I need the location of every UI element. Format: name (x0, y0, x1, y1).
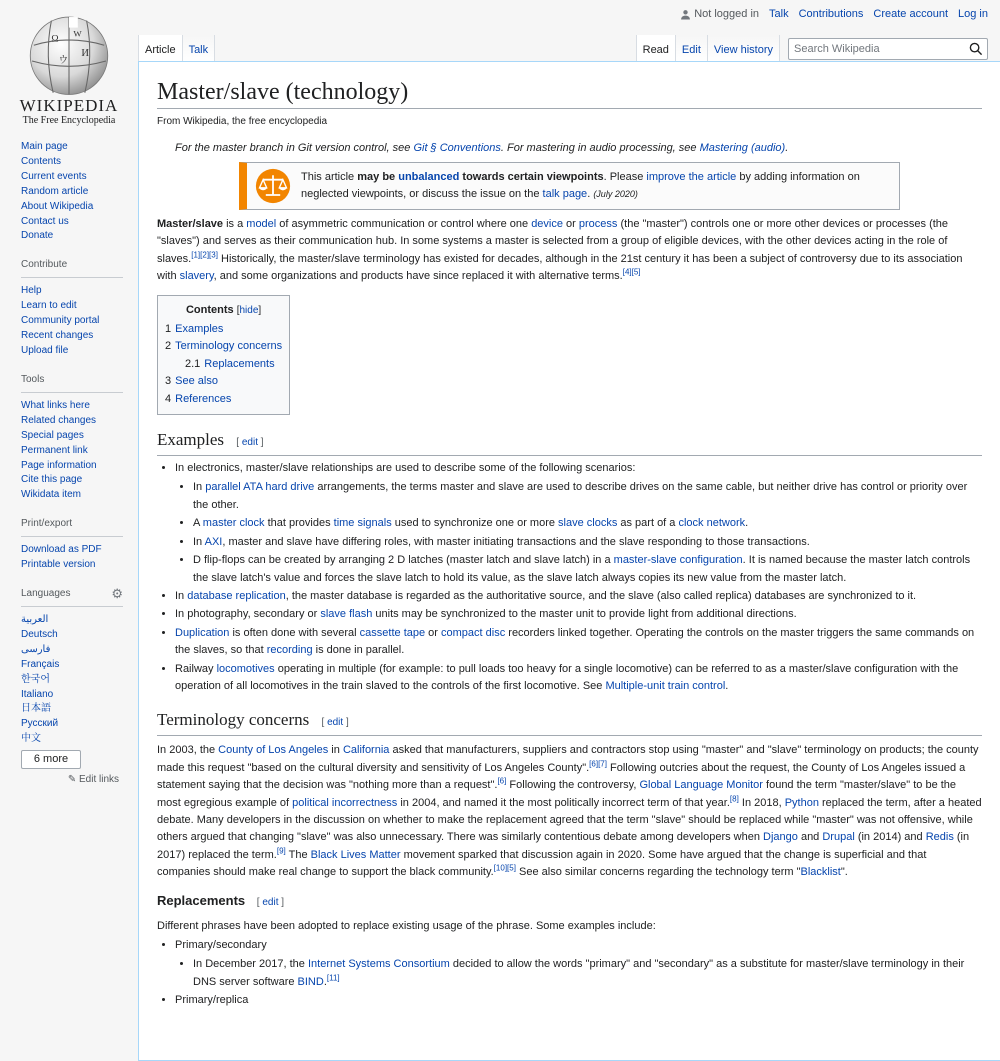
print-heading: Print/export (21, 515, 123, 537)
device-link[interactable]: device (531, 218, 563, 230)
tab-talk[interactable]: Talk (183, 35, 216, 61)
talk-link[interactable]: Talk (769, 8, 789, 20)
sidebar-item-wikidata-item[interactable]: Wikidata item (21, 489, 82, 501)
edit-section-link[interactable]: edit (262, 896, 279, 908)
terminology-paragraph: In 2003, the County of Los Angeles in California asked that manufacturers, suppliers and contractors stop using "master" and "slave" terminology on products; the county made this request "based on the cultural diversity and sensitivity of Los Angeles County".[6][7] Following outcries about the request, the County of Los Angeles issued a statement saying that the decision was "nothing more than a request".[6] Following the controversy, Global Language Monitor found the term "master/slave" to be the most egregious example of political incorrectness in 2004, and named it the most politically incorrect term of that year.[8] In 2018, Python replaced the term, after a heated debate. Many developers in the discussion on whether to make the replacement agreed that the term "slave" should be replaced while "master" was not offensive, while others argued that changing "slave" was also unnecessary. There was similarly contentious debate among developers when Django and Drupal (in 2014) and Redis (in 2017) replaced the term.[9] The Black Lives Matter movement sparked that discussion again in 2020. Some have argued that the change is superficial and that companies should make real change to support the black community.[10][5] See also similar concerns regarding the technology term "Blacklist". (157, 744, 982, 879)
political-incorrectness-link[interactable]: political incorrectness (292, 796, 398, 809)
sidebar-item-what-links-here[interactable]: What links here (21, 399, 90, 411)
unbalanced-notice (239, 162, 900, 210)
language-link[interactable]: Italiano (21, 688, 54, 700)
sidebar-item-about[interactable]: About Wikipedia (21, 200, 94, 212)
sidebar-item-permanent-link[interactable]: Permanent link (21, 444, 88, 456)
talk-page-link[interactable]: talk page (542, 188, 588, 200)
search-icon[interactable] (969, 42, 983, 56)
content (138, 61, 1000, 1061)
tab-view-history[interactable]: View history (708, 35, 780, 61)
personal-tools (680, 8, 988, 20)
slave-flash-link[interactable]: slave flash (320, 608, 373, 621)
sidebar-item-special-pages[interactable]: Special pages (21, 429, 84, 441)
list-item: • A master clock that provides time signals used to synchronize one or more slave clocks as part of a clock network. (193, 515, 982, 532)
section-heading-terminology: Terminology concerns [ edit ] (157, 709, 982, 736)
sidebar-contribute (0, 256, 138, 359)
black-lives-matter-link[interactable]: Black Lives Matter (310, 848, 401, 861)
tools-heading: Tools (21, 371, 123, 393)
sidebar-tools (0, 371, 138, 503)
language-link[interactable]: 日本語 (21, 703, 51, 715)
sidebar-item-page-information[interactable]: Page information (21, 459, 97, 471)
login-link[interactable]: Log in (958, 8, 988, 20)
list-item: • Primary/replica (175, 992, 982, 1009)
toc-hide-link[interactable]: hide (239, 304, 259, 316)
compact-disc-link[interactable]: compact disc (441, 626, 506, 639)
list-item: • Railway locomotives operating in multiple (for example: to pull loads too heavy for a single locomotive) can be referred to as a master/slave configuration with the operation of all locomotives in the train slaved to the controls of the first locomotive. See Multiple-unit train control. (175, 661, 982, 696)
logo-tagline: The Free Encyclopedia (22, 115, 116, 126)
mastering-audio-link[interactable]: Mastering (audio) (699, 142, 786, 154)
tab-read[interactable]: Read (636, 35, 676, 61)
sidebar-item-contents[interactable]: Contents (21, 155, 62, 167)
county-of-la-link[interactable]: County of Los Angeles (218, 744, 329, 757)
multiple-unit-train-control-link[interactable]: Multiple-unit train control (605, 679, 726, 692)
master-clock-link[interactable]: master clock (202, 517, 265, 530)
toc-item-references[interactable]: 4 References (165, 392, 232, 405)
reference-link[interactable]: [9] (276, 846, 286, 856)
process-link[interactable]: process (578, 218, 618, 230)
hatnote: For the master branch in Git version control, see Git § Conventions. For mastering in audio processing, see Mastering (audio). (175, 142, 789, 154)
edit-links[interactable]: ✎ Edit links (67, 774, 119, 786)
reference-link[interactable]: [6][7] (589, 759, 607, 769)
unbalanced-link[interactable]: unbalanced (398, 171, 460, 183)
sidebar-item-recent-changes[interactable]: Recent changes (21, 330, 94, 342)
language-link[interactable]: Français (21, 658, 60, 670)
reference-link[interactable]: [6] (497, 776, 507, 786)
list-item: • Primary/secondary • In December 2017, the Internet Systems Consortium decided to allow the words "primary" and "secondary" as a substitute for master/slave terminology in their DNS server software BIND.[11] (175, 937, 982, 991)
sidebar-item-cite-this-page[interactable]: Cite this page (21, 474, 83, 486)
list-item: • In electronics, master/slave relationships are used to describe some of the following scenarios: • In parallel ATA hard drive arrangements, the terms master and slave are used to describe drives on the same cable, but neither drive has control or priority over the other. • A master clock that provides time signals used to synchronize one or more slave clocks as part of a clock network. • In AXI, master and slave have differing roles, with master initiating transactions and the slave responding to those transactions. • D flip-flops can be created by arranging 2 D latches (master latch and slave latch) in a master-slave configuration. It is named because the master latch controls the slave latch's value and forces the slave latch to hold its value, as the slave latch always copies its new value from the master latch. (175, 460, 982, 587)
parallel-ata-link[interactable]: parallel ATA hard drive (205, 481, 315, 494)
toc-item-see-also[interactable]: 3 See also (165, 375, 218, 388)
list-item: • In database replication, the master database is regarded as the authoritative source, and the slave (also called replica) databases are synchronized to it. (175, 588, 982, 605)
sidebar-item-related-changes[interactable]: Related changes (21, 414, 97, 426)
sidebar-item-download-pdf[interactable]: Download as PDF (21, 544, 102, 556)
language-link[interactable]: العربية (21, 614, 49, 626)
isc-link[interactable]: Internet Systems Consortium (307, 958, 450, 971)
pencil-icon: ✎ (67, 774, 77, 786)
page-title: Master/slave (technology) (157, 76, 982, 109)
replacements-list (157, 937, 982, 1010)
slave-clocks-link[interactable]: slave clocks (558, 517, 618, 530)
section-heading-replacements: Replacements [ edit ] (157, 892, 285, 908)
edit-section-link[interactable]: edit (327, 717, 344, 729)
sidebar-item-donate[interactable]: Donate (21, 230, 54, 242)
list-item: • In parallel ATA hard drive arrangements, the terms master and slave are used to describe drives on the same cable, but neither drive has control or priority over the other. (193, 479, 982, 514)
sidebar-item-help[interactable]: Help (21, 285, 42, 297)
sidebar-languages (0, 585, 138, 785)
sidebar-item-learn-to-edit[interactable]: Learn to edit (21, 300, 77, 312)
toc-item-replacements[interactable]: 2.1 Replacements (185, 357, 275, 370)
replacements-intro: Different phrases have been adopted to replace existing usage of the phrase. Some examples include: (157, 919, 656, 932)
namespace-tabs (138, 35, 215, 61)
database-replication-link[interactable]: database replication (187, 589, 286, 602)
language-link[interactable]: فارسی (21, 643, 51, 655)
improve-article-link[interactable]: improve the article (646, 171, 737, 183)
django-link[interactable]: Django (763, 831, 798, 844)
sidebar-navigation (0, 140, 138, 244)
toc-item-terminology[interactable]: 2 Terminology concerns (165, 340, 283, 353)
list-item: • In December 2017, the Internet Systems Consortium decided to allow the words "primary" and "secondary" as a substitute for master/slave terminology in their DNS server software BIND.[11] (193, 956, 982, 991)
sidebar (0, 140, 138, 797)
user-icon (680, 9, 691, 20)
gear-icon[interactable]: ⚙ (111, 586, 123, 602)
sidebar-print-export (0, 515, 138, 573)
languages-heading-row (21, 585, 123, 607)
tab-edit[interactable]: Edit (676, 35, 708, 61)
languages-heading: Languages (21, 588, 71, 600)
create-account-link[interactable]: Create account (873, 8, 949, 20)
slavery-link[interactable]: slavery (179, 270, 214, 283)
wikipedia-logo[interactable] (14, 10, 124, 126)
examples-list (157, 460, 982, 695)
reference-link[interactable]: [10][5] (493, 863, 516, 873)
blacklist-link[interactable]: Blacklist (800, 866, 841, 879)
language-link[interactable]: 한국어 (21, 673, 50, 685)
list-item: • In AXI, master and slave have differing roles, with master initiating transactions and the slave responding to those transactions. (193, 534, 982, 551)
view-tabs (636, 35, 988, 61)
sidebar-item-upload-file[interactable]: Upload file (21, 344, 69, 356)
toc-title: Contents [hide] (185, 303, 262, 316)
reference-link[interactable]: [1][2][3] (191, 250, 218, 260)
notice-text: This article may be unbalanced towards certain viewpoints. Please improve the article by adding information on neglected viewpoints, or discuss the issue on the talk page. (July 2020) (301, 171, 860, 200)
more-languages-button[interactable]: 6 more (21, 750, 81, 769)
sidebar-item-community-portal[interactable]: Community portal (21, 315, 100, 327)
time-signals-link[interactable]: time signals (333, 517, 392, 530)
section-heading-examples: Examples [ edit ] (157, 429, 982, 456)
contributions-link[interactable]: Contributions (798, 8, 864, 20)
contribute-heading: Contribute (21, 256, 123, 278)
reference-link[interactable]: [8] (729, 793, 739, 803)
drupal-link[interactable]: Drupal (822, 831, 855, 844)
toc-item-examples[interactable]: 1 Examples (165, 323, 224, 336)
model-link[interactable]: model (246, 218, 277, 230)
redis-link[interactable]: Redis (925, 831, 954, 844)
svg-text:И: И (81, 47, 89, 59)
not-logged-in: Not logged in (680, 8, 759, 20)
axi-link[interactable]: AXI (204, 535, 223, 548)
sidebar-item-main-page[interactable]: Main page (21, 141, 68, 152)
sidebar-item-current-events[interactable]: Current events (21, 170, 87, 182)
search-input[interactable] (788, 38, 988, 60)
puzzle-globe-icon (25, 10, 113, 98)
list-item: • In photography, secondary or slave flash units may be synchronized to the master unit to provide light from additional directions. (175, 606, 982, 623)
california-link[interactable]: California (342, 744, 390, 757)
sidebar-item-contact[interactable]: Contact us (21, 215, 69, 227)
master-slave-configuration-link[interactable]: master-slave configuration (613, 554, 743, 567)
bind-link[interactable]: BIND (297, 975, 324, 988)
reference-link[interactable]: [11] (326, 973, 340, 983)
locomotives-link[interactable]: locomotives (216, 662, 275, 675)
global-language-monitor-link[interactable]: Global Language Monitor (639, 779, 763, 792)
svg-text:Ω: Ω (51, 33, 59, 45)
sidebar-item-random-article[interactable]: Random article (21, 185, 89, 197)
logo-wordmark: WIKIPEDIA (19, 96, 119, 115)
search-placeholder: Search Wikipedia (794, 43, 880, 55)
clock-network-link[interactable]: clock network (678, 517, 746, 530)
language-link[interactable]: Русский (21, 718, 59, 730)
svg-text:W: W (73, 28, 82, 39)
tab-article[interactable]: Article (138, 35, 183, 61)
list-item: • Duplication is often done with several cassette tape or compact disc recorders linked together. Operating the controls on the master triggers the same commands on the slaves, so that recording is done in parallel. (175, 625, 982, 660)
table-of-contents (157, 295, 290, 415)
lead-paragraph: Master/slave is a model of asymmetric communication or control where one device or process (the "master") controls one or more other devices or processes (the "slaves") and serves as their communication hub. In some systems a master is selected from a group of eligible devices, with the other devices acting in the role of slaves.[1][2][3] Historically, the master/slave terminology has existed for decades, although in the 21st century it has been a subject of controversy due to its association with slavery, and some organizations and products have since replaced it with alternative terms.[4][5] (157, 218, 963, 283)
language-link[interactable]: 中文 (21, 733, 41, 745)
site-subtitle: From Wikipedia, the free encyclopedia (157, 116, 328, 127)
edit-section-link[interactable]: edit (241, 437, 258, 449)
recording-link[interactable]: recording (266, 644, 313, 657)
language-link[interactable]: Deutsch (21, 628, 58, 640)
list-item: • D flip-flops can be created by arranging 2 D latches (master latch and slave latch) in a master-slave configuration. It is named because the master latch controls the slave latch's value and forces the slave latch to hold its value, as the slave latch always copies its new value from the master latch. (193, 552, 982, 587)
sidebar-item-printable-version[interactable]: Printable version (21, 559, 96, 571)
cassette-tape-link[interactable]: cassette tape (359, 626, 426, 639)
python-link[interactable]: Python (784, 796, 819, 809)
scales-icon (255, 168, 291, 204)
duplication-link[interactable]: Duplication (175, 626, 230, 639)
git-conventions-link[interactable]: Git § Conventions (413, 142, 501, 154)
reference-link[interactable]: [4][5] (622, 267, 641, 277)
svg-text:ウ: ウ (58, 54, 69, 66)
